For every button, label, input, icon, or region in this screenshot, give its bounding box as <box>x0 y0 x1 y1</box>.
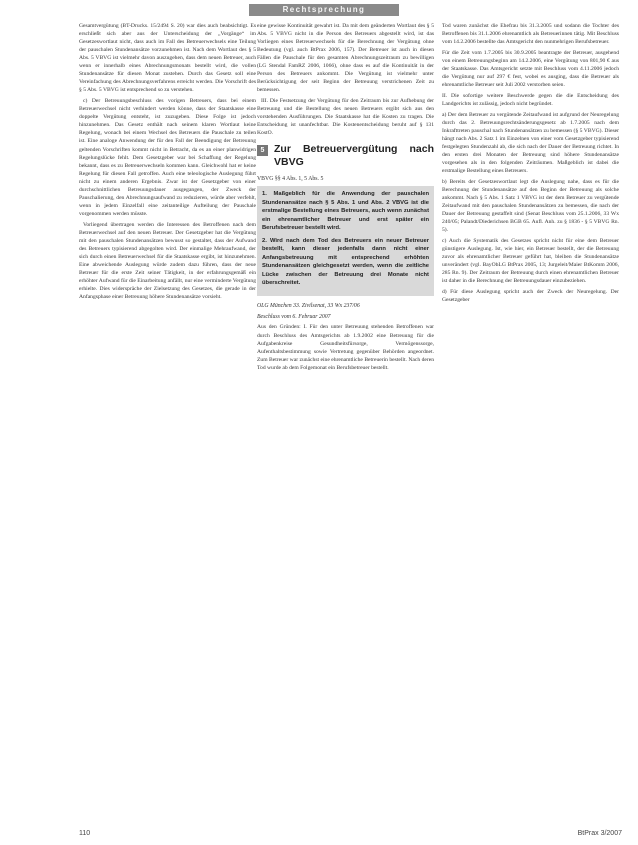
paragraph: Gesamtvergütung (BT-Drucks. 15/2494 S. 20) war dies auch beabsichtigt. Es erschließt sich aber aus der Unterscheidung der „Vorgänge“ im Gesetzeswortlaut nicht, dass auch im Fall des Betreuerwechsels eine Teilung der pauschalen Stundenansätze vorzunehmen ist. Nach dem Wortlaut des § 5 Abs. 5 VBVG ist vielmehr davon auszugehen, dass dem neuen Betreuer, auch wenn er innerhalb eines Abrechnungsmonats bestellt wird, die vollen Stundenansätze für diesen Monat zustehen. Durch das Gesetz soll eine Vereinfachung des Abrechnungsverfahrens erreicht werden. Die Vorschrift des § 5 Abs. 5 VBVG ist entsprechend so zu verstehen. <box>79 23 256 94</box>
court-reference: OLG München 33. Zivilsenat, 33 Wx 237/06 <box>257 302 360 309</box>
paragraph: Tod waren zunächst die Ehefrau bis 31.3.2005 und sodann die Tochter des Betroffenen bis 31.1.2006 ehrenamtlich als Betreuerinnen tätig. Mit Beschluss vom 14.2.2006 bestellte das Amtsgericht den nunmehrigen Berufsbetreuer. <box>442 23 619 46</box>
journal-reference: BtPrax 3/2007 <box>577 830 622 837</box>
paragraph: d) Für diese Auslegung spricht auch der Zweck der Neuregelung. Der Gesetzgeber <box>442 289 619 304</box>
section-number-badge: 5 <box>257 145 268 156</box>
page-number: 110 <box>79 830 91 837</box>
headnote: 2. Wird nach dem Tod des Betreuers ein neuer Betreuer bestellt, kann dieser jedenfalls dann nicht einer Anfangsbetreuung mit entsprechend erhöhten Stundenansätzen gleichgesetzt werden, wenn die zeitliche Lücke zwischen der Betreuung drei Monate nicht überschreitet. <box>262 237 429 287</box>
section-header-bar <box>249 4 399 16</box>
section-title: Zur Betreuervergütung nach VBVG <box>274 143 434 169</box>
paragraph: Vorliegend übertragen werden die Interessen des Betroffenen nach dem Betreuerwechsel auf den neuen Betreuer. Der Gesetzgeber hat die Vergütung mit den pauschalen Stundenansätzen bewusst so gestaltet, dass der Aufwand des Betreuers typisierend abgegolten wird. Der einmalige Mehraufwand, der sich durch einen Betreuerwechsel für die Staatskasse ergibt, ist hinzunehmen. Eine abweichende Auslegung würde zudem dazu führen, dass der neue Betreuer für die erste Zeit seiner Tätigkeit, in der erfahrungsgemäß ein erhöhter Aufwand für die Einarbeitung anfällt, nur eine verminderte Vergütung erhielte. Dies widerspräche der Zielsetzung des Gesetzes, die gerade in der Anfangsphase einer Betreuung höhere Stundenansätze vorsieht. <box>79 221 256 301</box>
paragraph: eine gewisse Kontinuität gewahrt ist. Da mit dem geänderten Wortlaut des § 5 Abs. 5 VBVG nicht in die Person des Betreuers abgestellt wird, ist das Vorliegen eines Betreuerwechsels für die Berechnung der Vergütung ohne Bedeutung (vgl. auch BtPrax 2006, 157). Der Betreuer ist auch in diesen Fällen die Pauschale für den gesamten Abrechnungszeitraum zu bewilligen (LG Stendal FamRZ 2006, 1066), ohne dass es auf die Kontinuität in der Person des Betreuers ankommt. Die Vergütung ist vielmehr unter Berücksichtigung der seit Beginn der Betreuung verstrichenen Zeit zu bemessen. <box>257 23 434 94</box>
column-2 <box>257 22 434 834</box>
paragraph: c) Auch die Systematik des Gesetzes spricht nicht für eine dem Betreuer günstigere Auslegung. Ist, wie hier, ein Betreuer bestellt, der die Betreuung zuvor als ehrenamtlicher Betreuer geführt hat, bleiben die Stundenansätze unverändert (vgl. BayObLG BtPrax 2005, 13; Jurgeleit/Maier BtKomm 2006, 285 Rn. 9). Der Zeitraum der Betreuung durch einen ehrenamtlichen Betreuer ist daher in die Berechnung der Betreuungsdauer einzubeziehen. <box>442 238 619 285</box>
paragraph: c) Der Betreuungsbeschluss des vorigen Betreuers, dass bei einem Betreuerwechsel nicht verhindert werden könne, dass der Staatskasse eine doppelte Vergütung entsteht, ist zuzugeben. Diese Folge ist jedoch hinzunehmen. Das Gesetz enthält nach seinem klaren Wortlaut keine Regelung, wonach bei einem Wechsel des Betreuers die Pauschale zu teilen ist. Eine analoge Anwendung der für den Fall der Beendigung der Betreuung geltenden Vorschriften kommt nicht in Betracht, da es an einer planwidrigen Regelungslücke fehlt. Dem Gesetzgeber war bei Schaffung der Regelung bekannt, dass es zu Betreuerwechseln kommen kann. Gleichwohl hat er keine Regelung für diesen Fall getroffen. Auch eine teleologische Auslegung führt nicht zu einem anderen Ergebnis. Zwar ist der Gesetzgeber von einer durchschnittlichen Betreuungsdauer ausgegangen, der Zweck der Pauschalierung, den Abrechnungsaufwand zu reduzieren, würde aber verfehlt, wenn in jedem Einzelfall eine zeitanteilige Aufteilung der Pauschale vorgenommen werden müsste. <box>79 98 256 217</box>
paragraph: II. Die sofortige weitere Beschwerde gegen die die Entscheidung des Landgerichts ist zulässig, jedoch nicht begründet. <box>442 92 619 108</box>
paragraph: Aus den Gründen: I. Für den unter Betreuung stehenden Betroffenen war durch Beschluss des Amtsgerichts ab 1.9.2002 eine Betreuung für die Aufgabenkreise Gesundheitsfürsorge, Vermögenssorge, Aufenthaltsbestimmung sowie Vertretung gegenüber Behörden angeordnet. Zum Betreuer war zunächst eine ehrenamtliche Betreuerin bestellt. Nach deren Tod wurde ab dem Folgemonat ein Berufsbetreuer bestellt. <box>257 324 434 371</box>
paragraph: Für die Zeit vom 1.7.2005 bis 30.9.2005 beantragte der Betreuer, ausgehend von einem Betreuungsbeginn am 14.2.2006, eine Vergütung von 801,90 € aus der Staatskasse. Das Amtsgericht setzte mit Beschluss vom 4.11.2006 jedoch die Vergütung nur auf 297 € fest, wobei es ausging, dass die Betreuer als ehrenamtliche Betreuer seit Juli 2002 verstorben seien. <box>442 49 619 89</box>
section-header-label: Rechtsprechung <box>282 5 366 14</box>
column-1 <box>79 22 256 834</box>
headnote: 1. Maßgeblich für die Anwendung der pauschalen Stundenansätze nach § 5 Abs. 1 und Abs. 2 VBVG ist die erstmalige Bestellung eines Betreuers, auch wenn zunächst ein ehrenamtlicher Betreuer und erst später ein Berufsbetreuer bestellt wird. <box>262 191 429 232</box>
paragraph: III. Die Festsetzung der Vergütung für den Zeitraum bis zur Aufhebung der Betreuung und die Bestellung des neuen Betreuers ergibt sich aus den vorstehenden Ausführungen. Die Staatskasse hat die Kosten zu tragen. Die Entscheidung ist unanfechtbar. Die Kostenentscheidung beruht auf § 131 KostO. <box>257 98 434 137</box>
statute-reference: VBVG §§ 4 Abs. 1, 5 Abs. 5 <box>257 176 324 183</box>
case-section-heading <box>257 143 434 169</box>
paragraph: b) Bereits der Gesetzeswortlaut legt die Auslegung nahe, dass es für die Berechnung der Stundenansätze auf den Beginn der Betreuung als solche ankommt. Nach § 5 Abs. 1 Satz 1 VBVG ist der dem Betreuer zu vergütende Zeitaufwand mit den pauschalen Stundenansätzen zu bemessen, die nach der Dauer der Betreuung gestaffelt sind (Senat Beschluss vom 25.1.2006, 33 Wx 240/05; Palandt/Diederichsen BGB 65. Aufl. Anh. zu § 1836 - § 5 VBVG Rn. 5). <box>442 179 619 234</box>
column-3 <box>442 22 619 834</box>
headnote-box <box>257 186 434 296</box>
paragraph: a) Der dem Betreuer zu vergütende Zeitaufwand ist aufgrund der Neuregelung durch das 2. Betreuungsrechtsänderungsgesetz ab 1.7.2005 nach dem Inkrafttreten pauschal nach Stundenansätzen zu bemessen (§ 5 VBVG). Dieser hängt nach Abs. 2 Satz 1 im Einzelnen von einer vom Gesetzgeber typisierend festgelegten Stundenzahl ab, die sich nach der Dauer der Betreuung richtet. In den ersten drei Monaten der Betreuung sind höhere Stundenansätze vorgesehen als in den folgenden Zeiträumen. Maßgeblich ist dabei die erstmalige Bestellung eines Betreuers. <box>442 111 619 175</box>
decision-date: Beschluss vom 6. Februar 2007 <box>257 313 331 320</box>
